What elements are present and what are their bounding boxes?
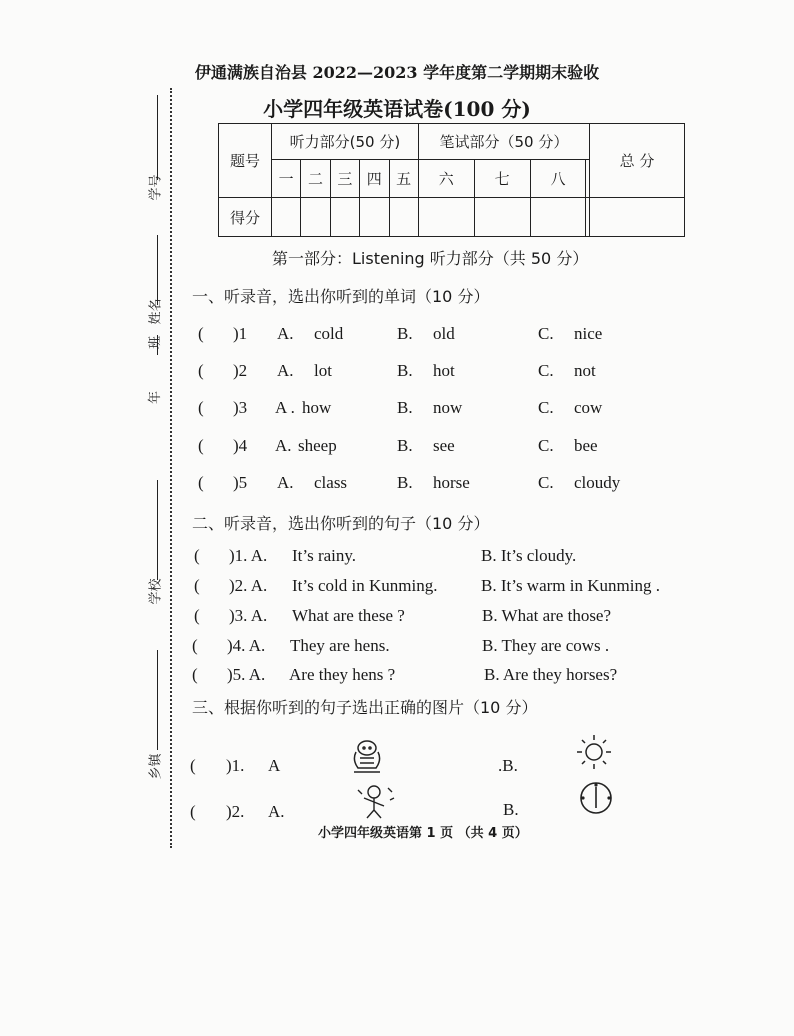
item-number: )4. A. bbox=[227, 636, 266, 655]
option-b-label: .B. bbox=[498, 756, 518, 775]
question-number bbox=[586, 160, 590, 198]
answer-bracket[interactable]: ( bbox=[190, 756, 196, 775]
question-number: 三 bbox=[330, 160, 359, 198]
answer-bracket[interactable]: ( bbox=[198, 436, 204, 455]
written-header: 笔试部分（50 分） bbox=[418, 124, 589, 160]
student-no-label: 学号 bbox=[148, 174, 164, 201]
item-number: )2. A. bbox=[229, 576, 268, 595]
option-b: horse bbox=[433, 473, 470, 492]
question-number: 四 bbox=[360, 160, 389, 198]
option-c-label: C. bbox=[538, 324, 554, 343]
exam-header-line1: 伊通满族自治县 2022—2023 学年度第二学期期末验收 bbox=[194, 63, 600, 82]
option-a: What are these ? bbox=[292, 606, 405, 625]
option-a: class bbox=[314, 473, 348, 492]
option-b-label: B. bbox=[397, 436, 413, 455]
option-b-label: B. bbox=[503, 800, 519, 819]
answer-bracket[interactable]: ( bbox=[194, 606, 200, 625]
item-number: )5. A. bbox=[227, 665, 266, 684]
option-b: B. It’s cloudy. bbox=[481, 546, 577, 565]
town-label: 乡镇 bbox=[148, 753, 164, 780]
option-b-label: B. bbox=[397, 473, 413, 492]
name-line bbox=[157, 235, 158, 305]
option-b-label: B. bbox=[397, 398, 413, 417]
answer-bracket[interactable]: ( bbox=[190, 802, 196, 821]
score-cell[interactable] bbox=[474, 198, 530, 237]
option-a: It’s cold in Kunming. bbox=[292, 576, 438, 595]
snowman-icon bbox=[348, 738, 386, 776]
option-a-label: A. bbox=[268, 802, 285, 821]
answer-bracket[interactable]: ( bbox=[194, 576, 200, 595]
item-number: )2 bbox=[233, 361, 248, 380]
town-line bbox=[157, 650, 158, 750]
option-a: Are they hens ? bbox=[289, 665, 396, 684]
option-a-label: A bbox=[268, 756, 281, 775]
option-a-label: A . bbox=[275, 398, 295, 417]
option-c-label: C. bbox=[538, 361, 554, 380]
score-cell[interactable] bbox=[418, 198, 474, 237]
section2-title: 二、听录音，选出你听到的句子（10 分） bbox=[192, 514, 490, 533]
answer-bracket[interactable]: ( bbox=[194, 546, 200, 565]
sun-icon bbox=[575, 733, 613, 771]
school-line bbox=[157, 480, 158, 580]
item-number: )1. bbox=[226, 756, 245, 775]
listening-header: 听力部分(50 分) bbox=[272, 124, 419, 160]
option-c-label: C. bbox=[538, 436, 554, 455]
item-number: )4 bbox=[233, 436, 248, 455]
question-number: 五 bbox=[389, 160, 418, 198]
option-b: B. It’s warm in Kunming . bbox=[481, 576, 660, 595]
option-c-label: C. bbox=[538, 398, 554, 417]
option-b: now bbox=[433, 398, 463, 417]
option-c: cow bbox=[574, 398, 603, 417]
grade-label: 年 bbox=[148, 390, 164, 405]
option-c: not bbox=[574, 361, 596, 380]
option-b: B. They are cows . bbox=[482, 636, 610, 655]
exam-title: 小学四年级英语试卷(100 分) bbox=[263, 97, 531, 121]
school-label: 学校 bbox=[148, 578, 164, 605]
item-number: )1 bbox=[233, 324, 248, 343]
option-a-label: A. bbox=[277, 361, 294, 380]
option-c: bee bbox=[574, 436, 598, 455]
option-a: They are hens. bbox=[290, 636, 390, 655]
option-b: B. Are they horses? bbox=[484, 665, 618, 684]
answer-bracket[interactable]: ( bbox=[198, 398, 204, 417]
option-b-label: B. bbox=[397, 361, 413, 380]
question-number: 六 bbox=[418, 160, 474, 198]
score-cell[interactable] bbox=[360, 198, 389, 237]
score-cell[interactable] bbox=[272, 198, 301, 237]
item-number: )3. A. bbox=[229, 606, 268, 625]
option-c: cloudy bbox=[574, 473, 621, 492]
option-b: hot bbox=[433, 361, 455, 380]
name-label: 姓名 bbox=[148, 298, 164, 325]
answer-bracket[interactable]: ( bbox=[192, 636, 198, 655]
section3-title: 三、根据你听到的句子选出正确的图片（10 分） bbox=[192, 698, 538, 717]
question-no-label: 题号 bbox=[219, 124, 272, 198]
score-cell[interactable] bbox=[330, 198, 359, 237]
person-icon bbox=[354, 782, 396, 822]
score-cell[interactable] bbox=[530, 198, 586, 237]
option-a: sheep bbox=[298, 436, 337, 455]
question-number: 七 bbox=[474, 160, 530, 198]
option-a: cold bbox=[314, 324, 344, 343]
option-a: It’s rainy. bbox=[292, 546, 357, 565]
option-a-label: A. bbox=[277, 473, 294, 492]
binding-dotted-line bbox=[170, 88, 172, 848]
option-b: see bbox=[433, 436, 455, 455]
class-label: 班 bbox=[148, 335, 164, 350]
item-number: )2. bbox=[226, 802, 245, 821]
total-header: 总 分 bbox=[590, 124, 685, 198]
option-a: how bbox=[302, 398, 332, 417]
option-b-label: B. bbox=[397, 324, 413, 343]
score-table bbox=[218, 123, 685, 237]
option-b: old bbox=[433, 324, 455, 343]
page-footer: 小学四年级英语第 1 页 （共 4 页） bbox=[318, 826, 528, 841]
option-b: B. What are those? bbox=[482, 606, 612, 625]
answer-bracket[interactable]: ( bbox=[198, 324, 204, 343]
question-number: 八 bbox=[530, 160, 586, 198]
option-c-label: C. bbox=[538, 473, 554, 492]
question-number: 二 bbox=[301, 160, 330, 198]
section1-title: 一、听录音，选出你听到的单词（10 分） bbox=[192, 287, 490, 306]
answer-bracket[interactable]: ( bbox=[192, 665, 198, 684]
answer-bracket[interactable]: ( bbox=[198, 361, 204, 380]
total-score-cell[interactable] bbox=[590, 198, 685, 237]
score-label: 得分 bbox=[219, 198, 272, 237]
clock-icon bbox=[578, 780, 614, 816]
item-number: )1. A. bbox=[229, 546, 268, 565]
score-cell[interactable] bbox=[301, 198, 330, 237]
item-number: )3 bbox=[233, 398, 248, 417]
score-cell[interactable] bbox=[389, 198, 418, 237]
option-c: nice bbox=[574, 324, 603, 343]
question-number: 一 bbox=[272, 160, 301, 198]
option-a-label: A. bbox=[277, 324, 294, 343]
option-a: lot bbox=[314, 361, 332, 380]
part1-title: 第一部分：Listening 听力部分（共 50 分） bbox=[272, 249, 589, 268]
answer-bracket[interactable]: ( bbox=[198, 473, 204, 492]
option-a-label: A. bbox=[275, 436, 292, 455]
item-number: )5 bbox=[233, 473, 248, 492]
